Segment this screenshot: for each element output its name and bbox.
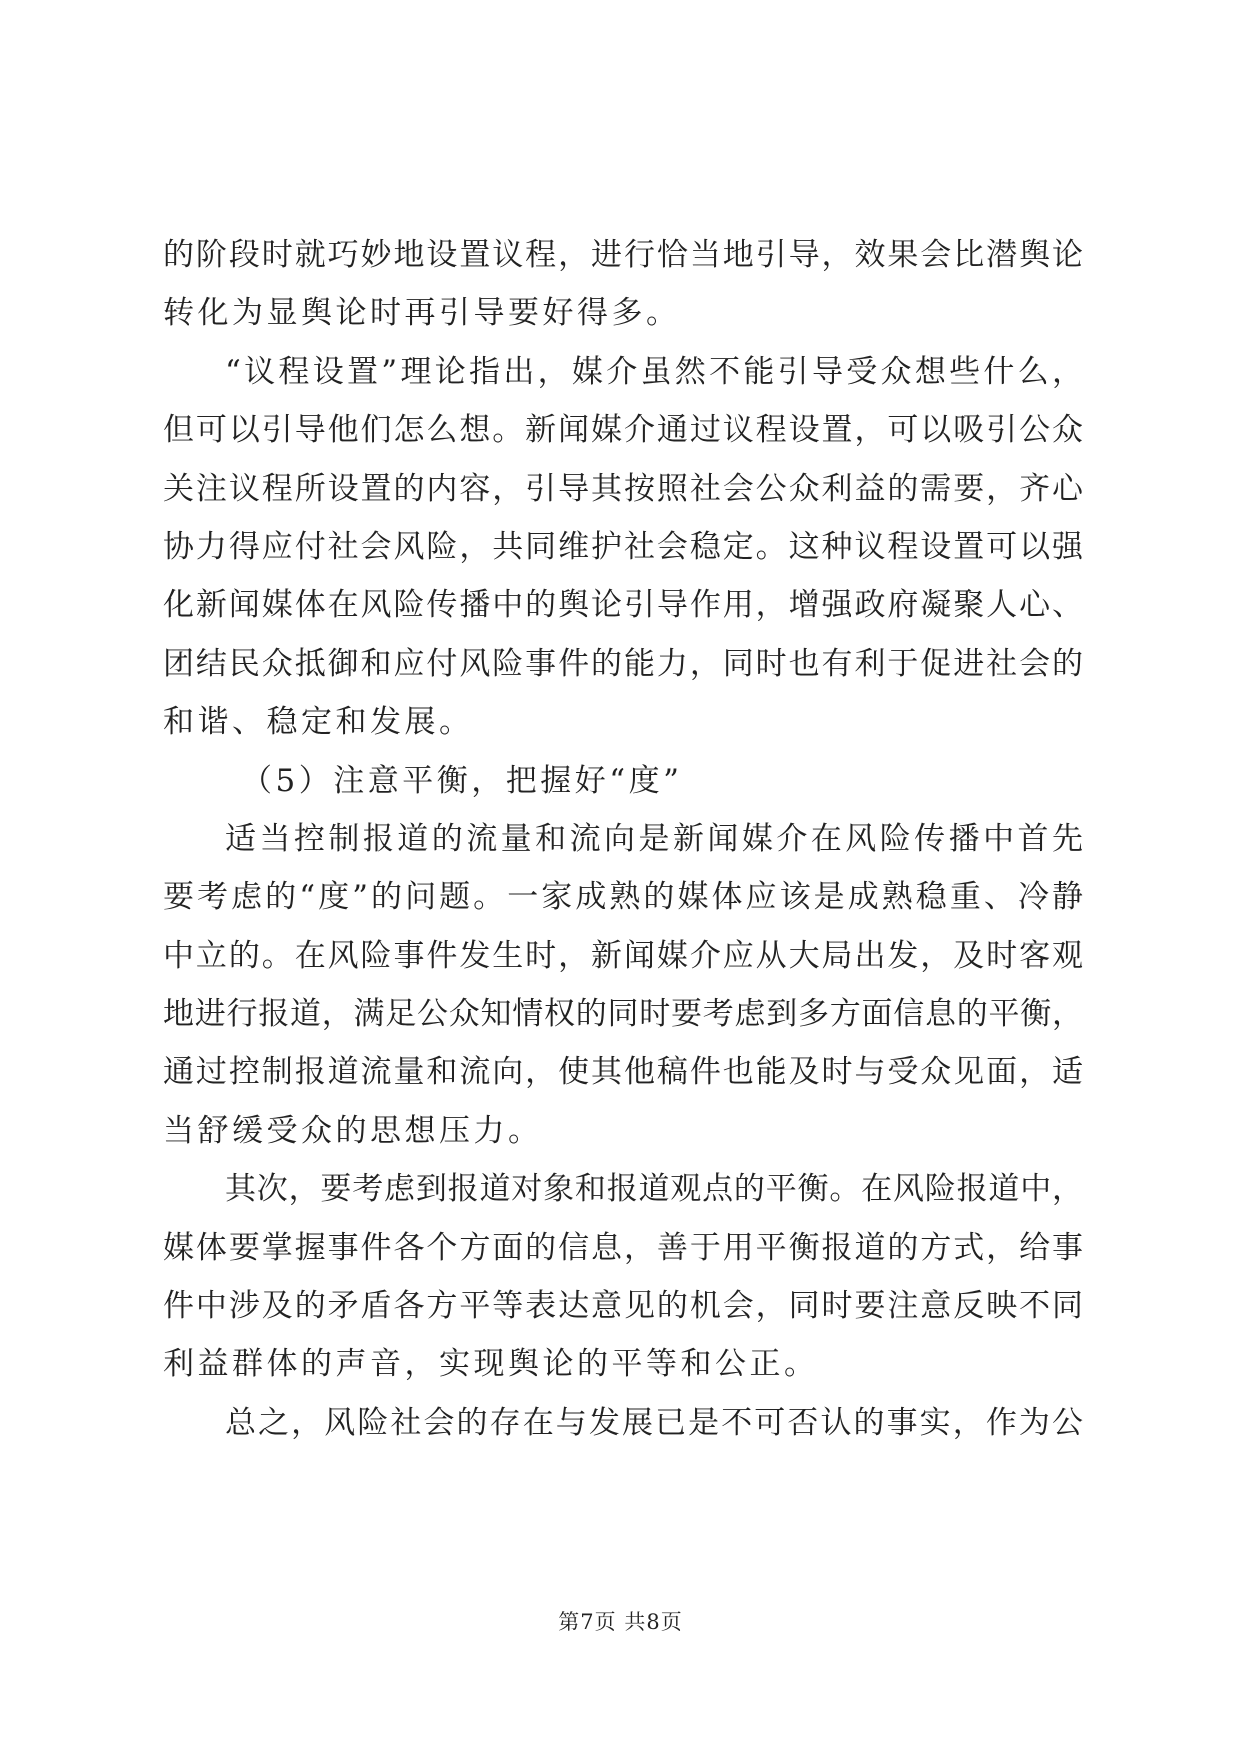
text-line: 通过控制报道流量和流向，使其他稿件也能及时与受众见面，适 bbox=[163, 1054, 1083, 1091]
body-text bbox=[163, 226, 1083, 1452]
paragraph-first-line: “议程设置”理论指出，媒介虽然不能引导受众想些什么， bbox=[225, 353, 1083, 390]
text-line: 件中涉及的矛盾各方平等表达意见的机会，同时要注意反映不同 bbox=[163, 1288, 1083, 1325]
text-line: 关注议程所设置的内容，引导其按照社会公众利益的需要，齐心 bbox=[163, 470, 1083, 507]
text-line: 当舒缓受众的思想压力。 bbox=[163, 1112, 543, 1149]
text-line: 地进行报道，满足公众知情权的同时要考虑到多方面信息的平衡， bbox=[163, 996, 1083, 1033]
text-line: 的阶段时就巧妙地设置议程，进行恰当地引导，效果会比潜舆论 bbox=[163, 237, 1083, 273]
paragraph-first-line: 适当控制报道的流量和流向是新闻媒介在风险传播中首先 bbox=[225, 820, 1083, 857]
text-line: 要考虑的“度”的问题。一家成熟的媒体应该是成熟稳重、冷静 bbox=[163, 879, 1083, 916]
text-line: 利益群体的声音，实现舆论的平等和公正。 bbox=[163, 1346, 819, 1383]
paragraph-first-line: 其次，要考虑到报道对象和报道观点的平衡。在风险报道中， bbox=[225, 1171, 1083, 1208]
text-line: 但可以引导他们怎么想。新闻媒介通过议程设置，可以吸引公众 bbox=[163, 412, 1083, 449]
section-heading: （5）注意平衡，把握好“度” bbox=[241, 762, 683, 799]
text-line: 团结民众抵御和应付风险事件的能力，同时也有利于促进社会的 bbox=[163, 645, 1083, 682]
text-line: 和谐、稳定和发展。 bbox=[163, 704, 474, 741]
text-line: 中立的。在风险事件发生时，新闻媒介应从大局出发，及时客观 bbox=[163, 937, 1083, 974]
text-line: 协力得应付社会风险，共同维护社会稳定。这种议程设置可以强 bbox=[163, 528, 1083, 565]
page-number: 第7页 共8页 bbox=[558, 1610, 683, 1634]
paragraph-first-line: 总之，风险社会的存在与发展已是不可否认的事实，作为公 bbox=[225, 1404, 1083, 1441]
text-line: 媒体要掌握事件各个方面的信息，善于用平衡报道的方式，给事 bbox=[163, 1229, 1083, 1266]
text-line: 转化为显舆论时再引导要好得多。 bbox=[163, 295, 681, 332]
text-line: 化新闻媒体在风险传播中的舆论引导作用，增强政府凝聚人心、 bbox=[163, 587, 1083, 624]
